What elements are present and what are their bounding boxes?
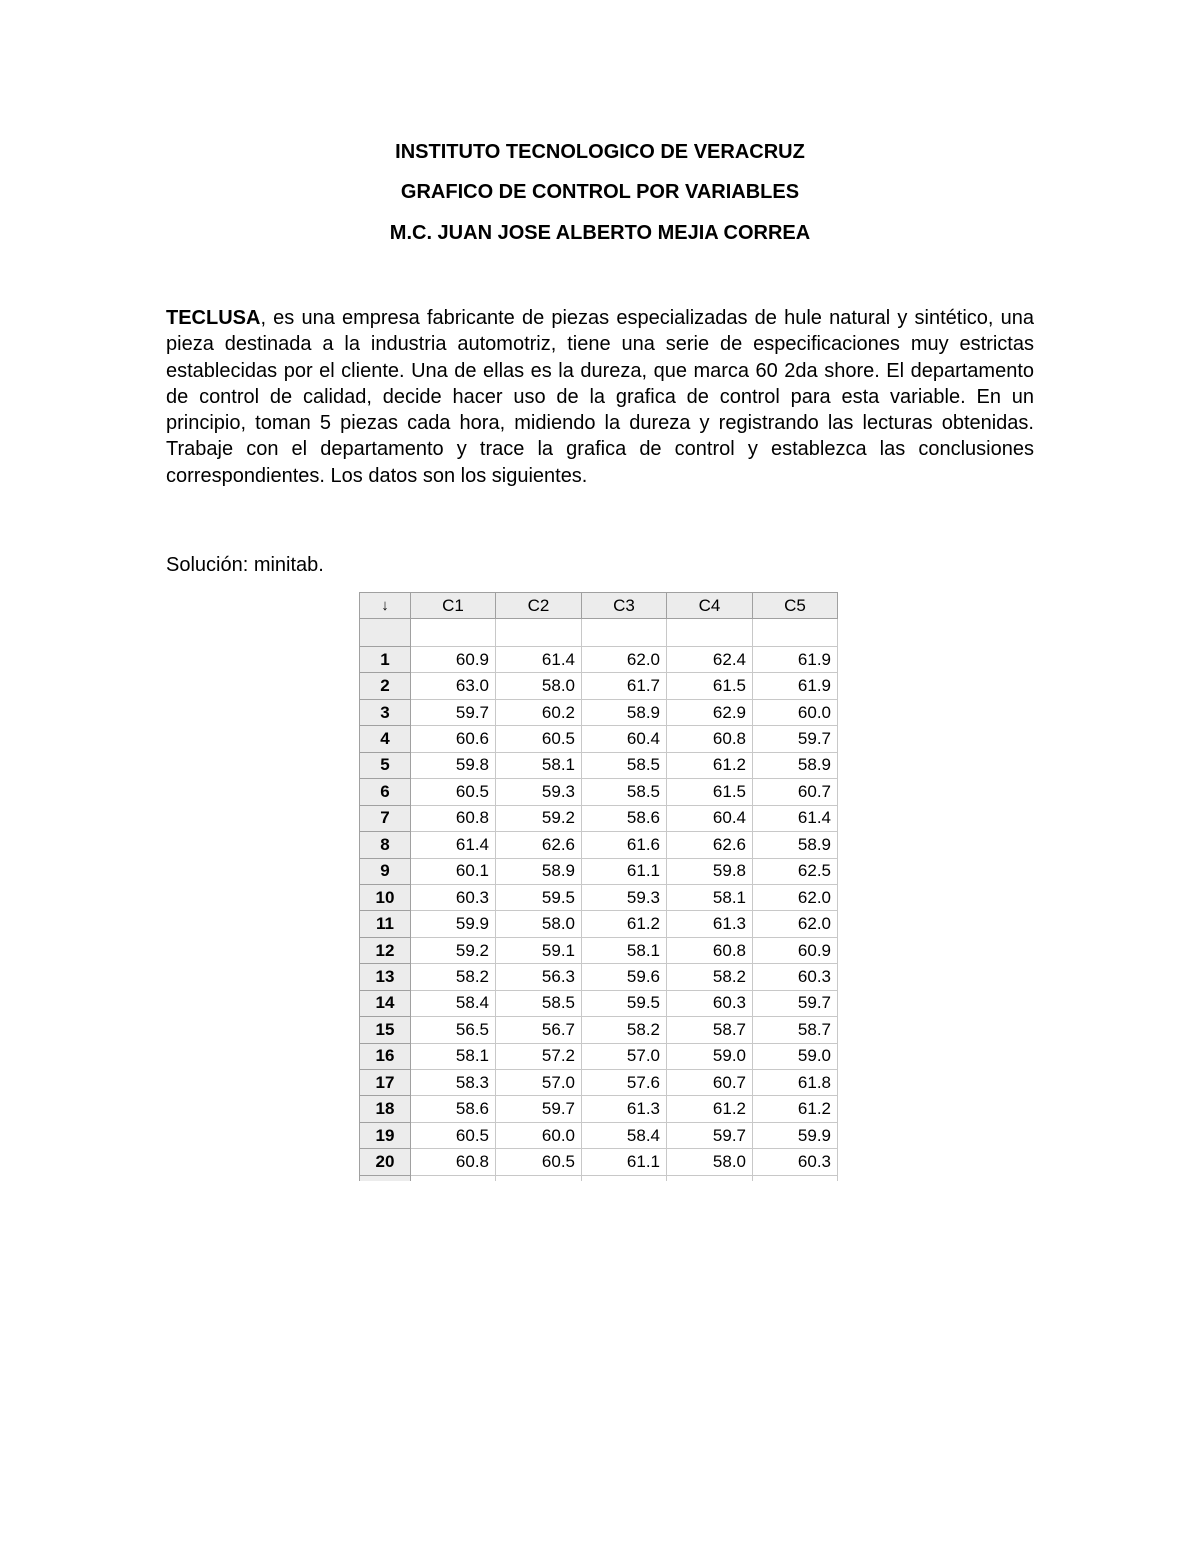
cell-c4[interactable]: 61.5 <box>667 673 753 699</box>
cell-c3[interactable]: 62.0 <box>582 647 667 673</box>
cell-c5[interactable]: 59.7 <box>753 990 838 1016</box>
cell-c5[interactable]: 62.5 <box>753 858 838 884</box>
cell-c2[interactable]: 58.1 <box>496 752 582 778</box>
column-header-c2[interactable]: C2 <box>496 593 582 619</box>
row-number[interactable]: 10 <box>360 884 411 910</box>
cell-c5[interactable]: 61.2 <box>753 1096 838 1122</box>
cell-c4[interactable]: 61.5 <box>667 779 753 805</box>
problem-statement <box>166 305 1034 489</box>
cell-c5[interactable]: 61.9 <box>753 673 838 699</box>
row-number[interactable]: 18 <box>360 1096 411 1122</box>
table-row <box>360 858 838 884</box>
data-direction-arrow-icon[interactable]: ↓ <box>360 593 411 619</box>
cell-c1[interactable]: 59.8 <box>411 752 496 778</box>
row-number[interactable]: 13 <box>360 964 411 990</box>
column-header-c4[interactable]: C4 <box>667 593 753 619</box>
column-name-cell-c1[interactable] <box>411 619 496 647</box>
cell-c4[interactable]: 60.4 <box>667 805 753 831</box>
column-header-c5[interactable]: C5 <box>753 593 838 619</box>
table-row <box>360 673 838 699</box>
table-row <box>360 1149 838 1175</box>
cell-c3[interactable]: 61.3 <box>582 1096 667 1122</box>
column-name-cell-c3[interactable] <box>582 619 667 647</box>
cell-c4[interactable]: 62.4 <box>667 647 753 673</box>
cell-c4[interactable]: 58.1 <box>667 884 753 910</box>
table-row <box>360 779 838 805</box>
cell-c2[interactable]: 60.2 <box>496 699 582 725</box>
cell-c3[interactable]: 58.1 <box>582 937 667 963</box>
row-number[interactable]: 4 <box>360 726 411 752</box>
cell-c1[interactable]: 59.9 <box>411 911 496 937</box>
problem-text: , es una empresa fabricante de piezas especializadas de hule natural y sintético, una pieza destinada a la industria automotriz, tiene una serie de especificaciones muy estrictas establecidas por el cliente. Una de ellas es la dureza, que marca 60 2da shore. El departamento de control de calidad, decide hacer uso de la grafica de control para esta variable. En un principio, toman 5 piezas cada hora, midiendo la dureza y registrando las lecturas obtenidas. Trabaje con el departamento y trace la grafica de control y establezca las conclusiones correspondientes. Los datos son los siguientes. <box>166 307 1034 487</box>
cell-c2[interactable]: 57.2 <box>496 1043 582 1069</box>
cell-c2[interactable]: 61.4 <box>496 647 582 673</box>
cell-c3[interactable]: 58.9 <box>582 699 667 725</box>
cell-c2[interactable]: 60.0 <box>496 1122 582 1148</box>
table-row <box>360 884 838 910</box>
cell-c2[interactable]: 56.3 <box>496 964 582 990</box>
row-number[interactable]: 2 <box>360 673 411 699</box>
cell-c1[interactable]: 58.6 <box>411 1096 496 1122</box>
cell-c1[interactable]: 61.4 <box>411 832 496 858</box>
table-row <box>360 752 838 778</box>
row-number[interactable]: 5 <box>360 752 411 778</box>
cell-c3[interactable]: 57.6 <box>582 1070 667 1096</box>
cell-c2[interactable]: 59.3 <box>496 779 582 805</box>
cell-c3[interactable]: 60.4 <box>582 726 667 752</box>
cell-c2[interactable]: 56.7 <box>496 1017 582 1043</box>
cell-c3[interactable]: 58.5 <box>582 779 667 805</box>
cell-c4[interactable]: 60.8 <box>667 937 753 963</box>
column-header-c1[interactable]: C1 <box>411 593 496 619</box>
cell-c4[interactable]: 58.7 <box>667 1017 753 1043</box>
cell-c2[interactable]: 59.7 <box>496 1096 582 1122</box>
cell-c1[interactable]: 60.5 <box>411 1122 496 1148</box>
table-row <box>360 1043 838 1069</box>
cell-c3[interactable]: 58.6 <box>582 805 667 831</box>
cell-c1[interactable]: 63.0 <box>411 673 496 699</box>
column-header-c3[interactable]: C3 <box>582 593 667 619</box>
header-title: GRAFICO DE CONTROL POR VARIABLES <box>400 181 800 203</box>
cell-c4[interactable]: 60.7 <box>667 1070 753 1096</box>
empty-cell[interactable] <box>496 1175 582 1181</box>
cell-c3[interactable]: 58.2 <box>582 1017 667 1043</box>
row-number[interactable]: 1 <box>360 647 411 673</box>
table-row <box>360 964 838 990</box>
cell-c2[interactable]: 59.1 <box>496 937 582 963</box>
cell-c3[interactable]: 58.4 <box>582 1122 667 1148</box>
cell-c5[interactable]: 62.0 <box>753 911 838 937</box>
cell-c5[interactable]: 62.0 <box>753 884 838 910</box>
table-row <box>360 937 838 963</box>
cell-c3[interactable]: 61.2 <box>582 911 667 937</box>
cell-c2[interactable]: 60.5 <box>496 726 582 752</box>
row-number[interactable]: 7 <box>360 805 411 831</box>
row-number[interactable]: 12 <box>360 937 411 963</box>
row-number[interactable]: 16 <box>360 1043 411 1069</box>
cell-c4[interactable]: 62.9 <box>667 699 753 725</box>
empty-cell[interactable] <box>582 1175 667 1181</box>
row-number[interactable]: 3 <box>360 699 411 725</box>
cell-c4[interactable]: 58.2 <box>667 964 753 990</box>
solution-label: Solución: minitab. <box>166 554 324 576</box>
cell-c1[interactable]: 60.8 <box>411 805 496 831</box>
cell-c1[interactable]: 60.1 <box>411 858 496 884</box>
row-number[interactable] <box>360 1175 411 1181</box>
cell-c4[interactable]: 61.3 <box>667 911 753 937</box>
cell-c1[interactable]: 58.2 <box>411 964 496 990</box>
cell-c2[interactable]: 58.0 <box>496 911 582 937</box>
cell-c3[interactable]: 59.6 <box>582 964 667 990</box>
row-number[interactable]: 20 <box>360 1149 411 1175</box>
cell-c1[interactable]: 60.6 <box>411 726 496 752</box>
name-row-header <box>360 619 411 647</box>
cell-c4[interactable]: 61.2 <box>667 752 753 778</box>
worksheet-grid <box>359 592 838 1181</box>
table-row <box>360 647 838 673</box>
company-name: TECLUSA <box>166 307 261 329</box>
cell-c5[interactable]: 60.3 <box>753 964 838 990</box>
cell-c5[interactable]: 59.7 <box>753 726 838 752</box>
cell-c1[interactable]: 58.4 <box>411 990 496 1016</box>
cell-c2[interactable]: 58.0 <box>496 673 582 699</box>
cell-c5[interactable]: 59.0 <box>753 1043 838 1069</box>
row-number[interactable]: 8 <box>360 832 411 858</box>
column-name-cell-c4[interactable] <box>667 619 753 647</box>
cell-c1[interactable]: 58.1 <box>411 1043 496 1069</box>
cell-c3[interactable]: 61.7 <box>582 673 667 699</box>
column-name-row <box>360 619 838 647</box>
cell-c2[interactable]: 62.6 <box>496 832 582 858</box>
cell-c3[interactable]: 59.3 <box>582 884 667 910</box>
cell-c5[interactable]: 61.4 <box>753 805 838 831</box>
row-number[interactable]: 17 <box>360 1070 411 1096</box>
empty-cell[interactable] <box>753 1175 838 1181</box>
column-name-cell-c2[interactable] <box>496 619 582 647</box>
table-row <box>360 1122 838 1148</box>
cell-c2[interactable]: 57.0 <box>496 1070 582 1096</box>
table-row <box>360 699 838 725</box>
cell-c1[interactable]: 59.7 <box>411 699 496 725</box>
minitab-worksheet[interactable] <box>359 592 837 1200</box>
empty-cell[interactable] <box>411 1175 496 1181</box>
cell-c2[interactable]: 58.5 <box>496 990 582 1016</box>
cell-c4[interactable]: 61.2 <box>667 1096 753 1122</box>
cell-c3[interactable]: 59.5 <box>582 990 667 1016</box>
table-row <box>360 1017 838 1043</box>
cell-c5[interactable]: 61.8 <box>753 1070 838 1096</box>
cell-c2[interactable]: 59.5 <box>496 884 582 910</box>
row-number[interactable]: 9 <box>360 858 411 884</box>
cell-c4[interactable]: 58.0 <box>667 1149 753 1175</box>
cell-c2[interactable]: 59.2 <box>496 805 582 831</box>
cell-c3[interactable]: 61.6 <box>582 832 667 858</box>
cell-c5[interactable]: 59.9 <box>753 1122 838 1148</box>
cell-c4[interactable]: 59.8 <box>667 858 753 884</box>
cell-c1[interactable]: 60.8 <box>411 1149 496 1175</box>
cell-c5[interactable]: 60.7 <box>753 779 838 805</box>
cell-c4[interactable]: 60.3 <box>667 990 753 1016</box>
cell-c5[interactable]: 58.9 <box>753 832 838 858</box>
cell-c3[interactable]: 58.5 <box>582 752 667 778</box>
table-row <box>360 1096 838 1122</box>
cell-c2[interactable]: 58.9 <box>496 858 582 884</box>
cell-c1[interactable]: 58.3 <box>411 1070 496 1096</box>
cell-c3[interactable]: 61.1 <box>582 858 667 884</box>
cell-c5[interactable]: 60.9 <box>753 937 838 963</box>
cell-c1[interactable]: 56.5 <box>411 1017 496 1043</box>
cell-c1[interactable]: 60.3 <box>411 884 496 910</box>
table-row <box>360 726 838 752</box>
cell-c4[interactable]: 60.8 <box>667 726 753 752</box>
row-number[interactable]: 15 <box>360 1017 411 1043</box>
table-row <box>360 911 838 937</box>
column-name-cell-c5[interactable] <box>753 619 838 647</box>
cell-c1[interactable]: 60.5 <box>411 779 496 805</box>
cell-c1[interactable]: 59.2 <box>411 937 496 963</box>
empty-cell[interactable] <box>667 1175 753 1181</box>
header-institution: INSTITUTO TECNOLOGICO DE VERACRUZ <box>395 141 805 163</box>
row-number[interactable]: 19 <box>360 1122 411 1148</box>
table-row <box>360 990 838 1016</box>
table-row <box>360 805 838 831</box>
cell-c4[interactable]: 59.7 <box>667 1122 753 1148</box>
row-number[interactable]: 6 <box>360 779 411 805</box>
cell-c5[interactable]: 61.9 <box>753 647 838 673</box>
table-row <box>360 1070 838 1096</box>
header-author: M.C. JUAN JOSE ALBERTO MEJIA CORREA <box>389 222 811 244</box>
cell-c5[interactable]: 58.9 <box>753 752 838 778</box>
cell-c4[interactable]: 59.0 <box>667 1043 753 1069</box>
column-header-row <box>360 593 838 619</box>
cell-c3[interactable]: 61.1 <box>582 1149 667 1175</box>
cell-c5[interactable]: 60.0 <box>753 699 838 725</box>
cell-c3[interactable]: 57.0 <box>582 1043 667 1069</box>
row-number[interactable]: 11 <box>360 911 411 937</box>
cell-c5[interactable]: 60.3 <box>753 1149 838 1175</box>
cell-c5[interactable]: 58.7 <box>753 1017 838 1043</box>
empty-row <box>360 1175 838 1181</box>
row-number[interactable]: 14 <box>360 990 411 1016</box>
cell-c4[interactable]: 62.6 <box>667 832 753 858</box>
cell-c1[interactable]: 60.9 <box>411 647 496 673</box>
cell-c2[interactable]: 60.5 <box>496 1149 582 1175</box>
table-row <box>360 832 838 858</box>
